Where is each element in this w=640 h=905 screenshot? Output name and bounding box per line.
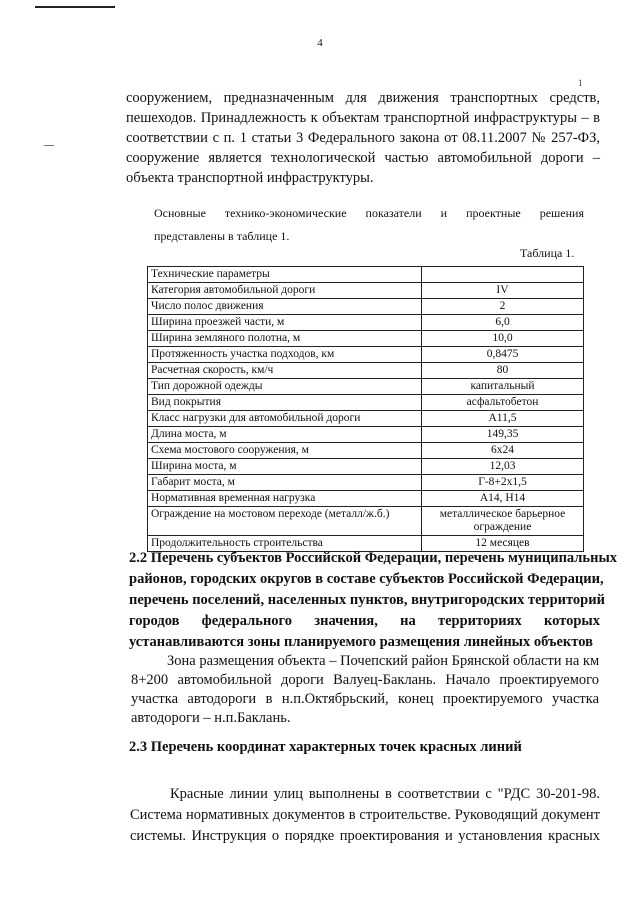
table-row	[148, 299, 584, 315]
margin-dash	[44, 145, 54, 146]
table-row	[148, 395, 584, 411]
table-cell: 0,8475	[422, 347, 584, 363]
text-line: участка автодороги в н.п.Октябрьский, конец проектируемого участка	[131, 691, 599, 707]
text-line: соответствии с п. 1 статьи 3 Федерального закона от 08.11.2007 № 257-ФЗ,	[126, 130, 600, 146]
text-line: системы. Инструкция о порядке проектирования и установления красных	[130, 828, 600, 844]
text-line: Зона размещения объекта – Почепский район Брянской области на км	[167, 653, 600, 669]
text-line: представлены в таблице 1.	[154, 229, 290, 243]
table-row	[148, 427, 584, 443]
page-number: 4	[317, 37, 323, 49]
parameters-table	[147, 266, 584, 552]
text-line: сооружение является технологической частью автомобильной дороги –	[126, 150, 600, 166]
section-2-2-heading	[129, 548, 618, 653]
text-line: 8+200 автомобильной дороги Валуец-Баклань. Начало проектируемого	[131, 672, 599, 688]
heading-line: районов, городских округов в составе субъектов Российской Федерации,	[129, 571, 604, 587]
table-row	[148, 491, 584, 507]
table-cell: Категория автомобильной дороги	[148, 283, 422, 299]
table-cell: А14, Н14	[422, 491, 584, 507]
heading-line: городов федерального значения, на территориях которых	[129, 613, 600, 629]
heading-line: 2.2 Перечень субъектов Российской Федерации, перечень муниципальных	[129, 550, 618, 566]
table-row	[148, 507, 584, 536]
heading-line: перечень поселений, населенных пунктов, внутригородских территорий	[129, 592, 605, 608]
table-cell: 6,0	[422, 315, 584, 331]
table-cell: асфальтобетон	[422, 395, 584, 411]
table-row	[148, 379, 584, 395]
table-cell: Вид покрытия	[148, 395, 422, 411]
table-cell: капитальный	[422, 379, 584, 395]
table-cell: Габарит моста, м	[148, 475, 422, 491]
margin-mark: 1	[578, 78, 583, 88]
text-line: пешеходов. Принадлежность к объектам транспортной инфраструктуры – в	[126, 110, 600, 126]
table-row	[148, 443, 584, 459]
table-cell: Ширина моста, м	[148, 459, 422, 475]
text-line: объекта транспортной инфраструктуры.	[126, 170, 374, 186]
text-line: Система нормативных документов в строительстве. Руководящий документ	[130, 807, 600, 823]
table-row	[148, 331, 584, 347]
table-cell: Продолжительность строительства	[148, 536, 422, 552]
table-cell: Тип дорожной одежды	[148, 379, 422, 395]
table-cell: Класс нагрузки для автомобильной дороги	[148, 411, 422, 427]
heading-line: устанавливаются зоны планируемого размещения линейных объектов	[129, 634, 593, 650]
text-line: сооружением, предназначенным для движения транспортных средств,	[126, 90, 600, 106]
paragraph-2	[131, 652, 599, 728]
text-line: автодороги – н.п.Баклань.	[131, 710, 291, 726]
table-cell: 12,03	[422, 459, 584, 475]
table-row	[148, 363, 584, 379]
table-cell: 6х24	[422, 443, 584, 459]
table-cell: Г-8+2х1,5	[422, 475, 584, 491]
table-row	[148, 459, 584, 475]
table-cell: Ширина земляного полотна, м	[148, 331, 422, 347]
text-line: Красные линии улиц выполнены в соответствии с "РДС 30-201-98.	[170, 786, 600, 802]
table-cell: 10,0	[422, 331, 584, 347]
table-caption: Таблица 1.	[520, 246, 575, 260]
table-row	[148, 315, 584, 331]
heading-line: 2.3 Перечень координат характерных точек красных линий	[129, 739, 522, 755]
table-cell: Протяженность участка подходов, км	[148, 347, 422, 363]
table-cell	[422, 267, 584, 283]
table-row	[148, 475, 584, 491]
top-rule	[35, 6, 115, 8]
table-intro	[154, 202, 584, 248]
text-line: Основные технико-экономические показатели и проектные решения	[154, 206, 584, 220]
table-cell: Ширина проезжей части, м	[148, 315, 422, 331]
table-cell: 12 месяцев	[422, 536, 584, 552]
table-cell: IV	[422, 283, 584, 299]
table-row	[148, 347, 584, 363]
paragraph-1	[126, 88, 600, 188]
table-cell: металлическое барьерное ограждение	[422, 507, 584, 536]
table-cell: Нормативная временная нагрузка	[148, 491, 422, 507]
section-2-3-heading	[129, 737, 600, 758]
table-header-row	[148, 267, 584, 283]
paragraph-3	[130, 784, 600, 847]
table-cell: Длина моста, м	[148, 427, 422, 443]
table-cell: Расчетная скорость, км/ч	[148, 363, 422, 379]
table-cell: 149,35	[422, 427, 584, 443]
table-cell: Число полос движения	[148, 299, 422, 315]
table-cell: Ограждение на мостовом переходе (металл/ж.б.)	[148, 507, 422, 536]
table-row	[148, 411, 584, 427]
table-cell: 80	[422, 363, 584, 379]
table-cell: Схема мостового сооружения, м	[148, 443, 422, 459]
table-cell: А11,5	[422, 411, 584, 427]
table-row	[148, 283, 584, 299]
table-cell: Технические параметры	[148, 267, 422, 283]
table-cell: 2	[422, 299, 584, 315]
